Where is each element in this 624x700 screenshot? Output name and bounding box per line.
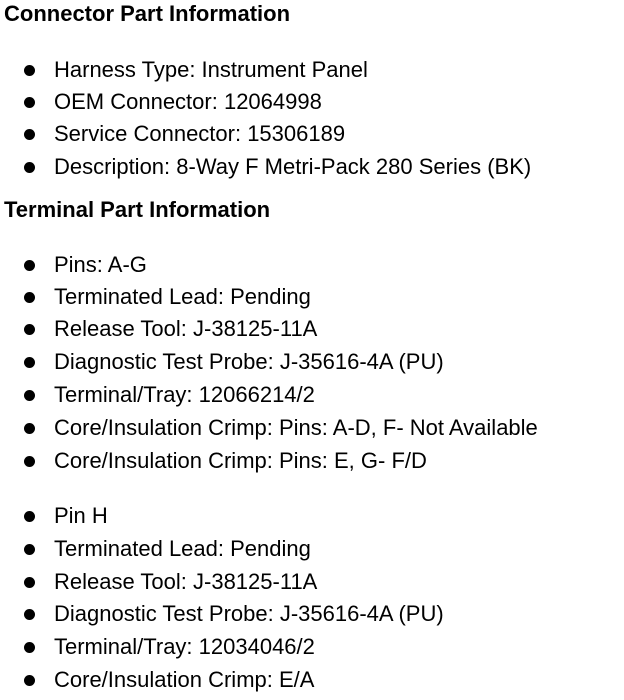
list-item — [24, 412, 538, 444]
list-item-text: Pin H — [54, 503, 108, 528]
list-item — [24, 313, 317, 345]
bullet-icon — [24, 609, 35, 620]
bullet-icon — [24, 544, 35, 555]
list-item-text: Release Tool: J-38125-11A — [54, 316, 318, 341]
bullet-icon — [24, 642, 35, 653]
list-item — [24, 281, 311, 313]
list-item-text: Harness Type: Instrument Panel — [54, 57, 368, 82]
list-item-text: Diagnostic Test Probe: J-35616-4A (PU) — [54, 349, 444, 374]
bullet-icon — [24, 577, 35, 588]
bullet-icon — [24, 65, 35, 76]
list-item-text: Terminal/Tray: 12066214/2 — [54, 382, 315, 407]
connector-section-title: Connector Part Information — [4, 1, 291, 26]
bullet-icon — [24, 423, 35, 434]
list-item — [24, 86, 322, 118]
bullet-icon — [24, 129, 35, 140]
list-item — [24, 566, 317, 598]
bullet-icon — [24, 456, 35, 467]
list-item — [24, 664, 314, 696]
bullet-icon — [24, 675, 35, 686]
list-item-text: Pins: A-G — [54, 252, 147, 277]
list-item — [24, 151, 531, 183]
list-item-text: Terminal/Tray: 12034046/2 — [54, 634, 315, 659]
bullet-icon — [24, 260, 35, 271]
list-item-text: Service Connector: 15306189 — [54, 121, 346, 146]
list-item-text: Release Tool: J-38125-11A — [54, 569, 318, 594]
bullet-icon — [24, 162, 35, 173]
bullet-icon — [24, 292, 35, 303]
list-item-text: Diagnostic Test Probe: J-35616-4A (PU) — [54, 601, 444, 626]
list-item-text: Terminated Lead: Pending — [54, 284, 311, 309]
list-item — [24, 533, 311, 565]
list-item — [24, 249, 147, 281]
list-item — [24, 598, 444, 630]
list-item-text: Core/Insulation Crimp: Pins: E, G- F/D — [54, 448, 427, 473]
bullet-icon — [24, 97, 35, 108]
list-item — [24, 346, 444, 378]
list-item-text: Core/Insulation Crimp: E/A — [54, 667, 315, 692]
list-item-text: OEM Connector: 12064998 — [54, 89, 322, 114]
bullet-icon — [24, 390, 35, 401]
bullet-icon — [24, 357, 35, 368]
list-item-text: Core/Insulation Crimp: Pins: A-D, F- Not Available — [54, 415, 538, 440]
list-item — [24, 54, 368, 86]
list-item — [24, 500, 108, 532]
list-item — [24, 118, 345, 150]
list-item-text: Description: 8-Way F Metri-Pack 280 Series (BK) — [54, 154, 532, 179]
bullet-icon — [24, 511, 35, 522]
list-item — [24, 379, 315, 411]
terminal-section-title: Terminal Part Information — [4, 197, 271, 222]
bullet-icon — [24, 324, 35, 335]
list-item — [24, 631, 315, 663]
list-item — [24, 445, 427, 477]
list-item-text: Terminated Lead: Pending — [54, 536, 311, 561]
